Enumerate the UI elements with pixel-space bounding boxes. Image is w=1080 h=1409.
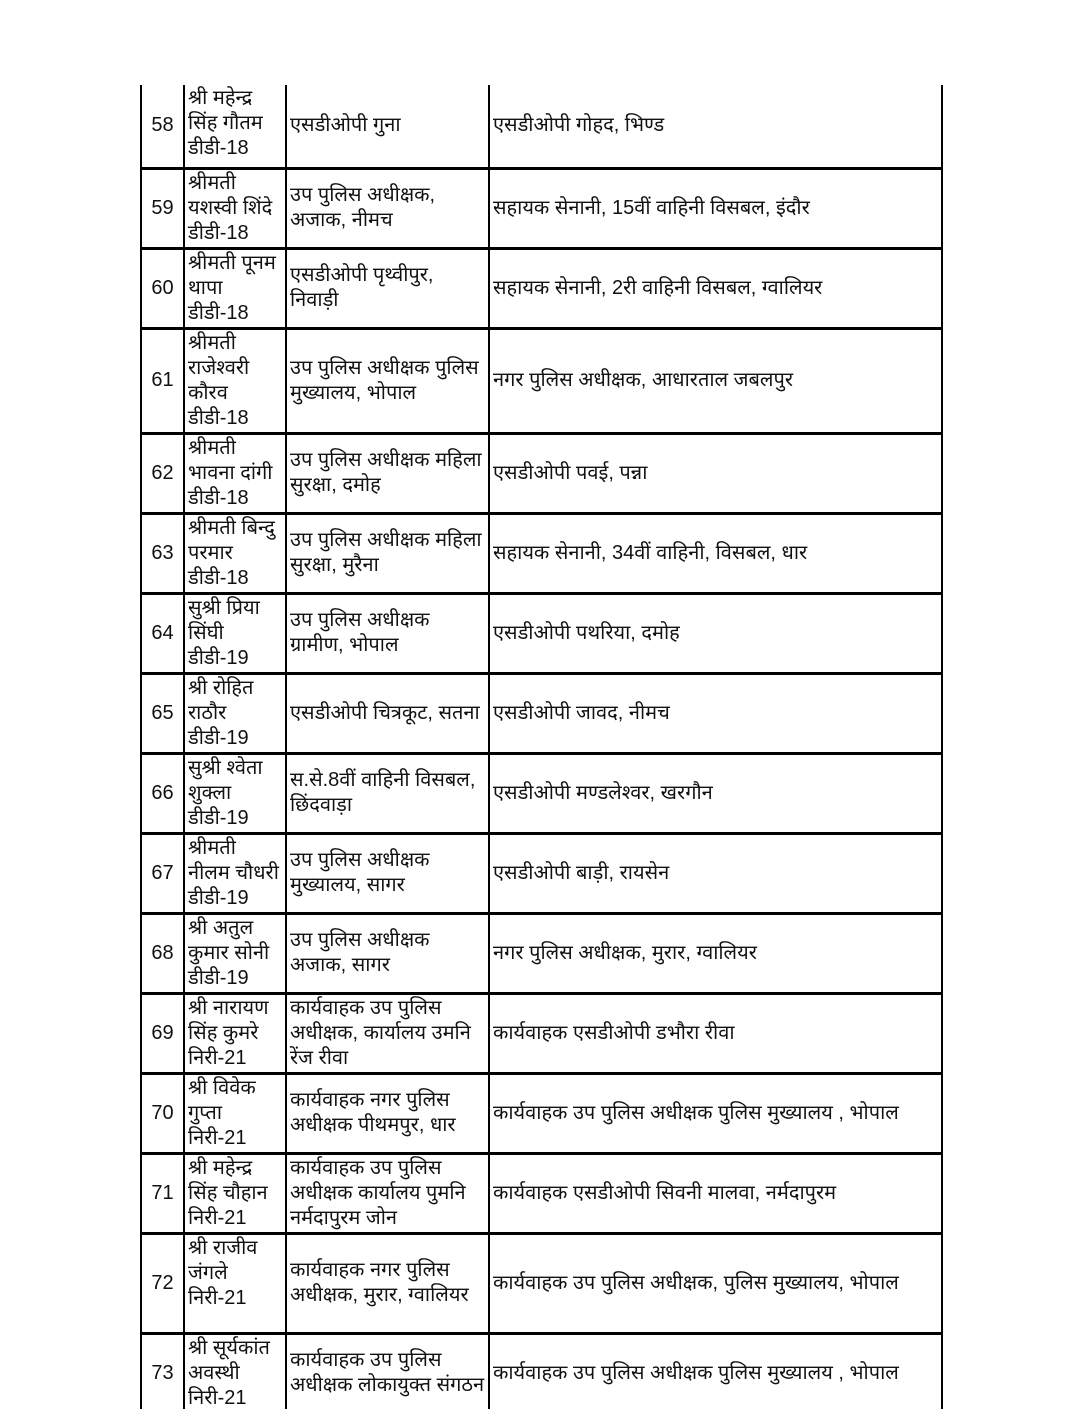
new-posting: सहायक सेनानी, 34वीं वाहिनी, विसबल, धार xyxy=(493,541,808,564)
officer-name: श्रीमती यशस्वी शिंदे xyxy=(188,171,273,219)
current-posting-cell xyxy=(286,913,489,993)
batch-code: डीडी-18 xyxy=(188,301,249,324)
transfer-table-body xyxy=(141,85,942,1409)
new-posting: एसडीओपी पवई, पन्ना xyxy=(493,461,648,484)
new-posting-cell xyxy=(489,1333,942,1409)
table-row xyxy=(141,1233,942,1333)
table-row xyxy=(141,1153,942,1233)
table-row xyxy=(141,1073,942,1153)
batch-code: डीडी-18 xyxy=(188,566,249,589)
name-cell xyxy=(184,248,286,328)
table-row xyxy=(141,248,942,328)
table-row xyxy=(141,1333,942,1409)
batch-code: डीडी-19 xyxy=(188,726,249,749)
new-posting-cell xyxy=(489,833,942,913)
current-posting: उप पुलिस अधीक्षक अजाक, सागर xyxy=(290,929,430,976)
batch-code: निरी-21 xyxy=(188,1126,247,1149)
serial-number: 67 xyxy=(151,861,174,884)
new-posting: सहायक सेनानी, 2री वाहिनी विसबल, ग्वालियर xyxy=(493,276,823,299)
name-cell xyxy=(184,753,286,833)
current-posting-cell xyxy=(286,1073,489,1153)
new-posting: सहायक सेनानी, 15वीं वाहिनी विसबल, इंदौर xyxy=(493,196,810,219)
name-cell xyxy=(184,833,286,913)
officer-name: श्री रोहित राठौर xyxy=(188,676,254,724)
batch-code: डीडी-19 xyxy=(188,886,249,909)
name-cell xyxy=(184,168,286,248)
current-posting: उप पुलिस अधीक्षक ग्रामीण, भोपाल xyxy=(290,609,430,656)
serial-number: 72 xyxy=(151,1271,174,1294)
officer-name: श्री महेन्द्र सिंह चौहान xyxy=(188,1156,268,1204)
serial-number: 64 xyxy=(151,621,174,644)
batch-code: निरी-21 xyxy=(188,1206,247,1229)
current-posting-cell xyxy=(286,673,489,753)
serial-number: 65 xyxy=(151,701,174,724)
serial-number: 73 xyxy=(151,1361,174,1384)
table-row xyxy=(141,913,942,993)
serial-cell xyxy=(141,833,184,913)
table-row xyxy=(141,328,942,433)
officer-name: श्रीमती भावना दांगी xyxy=(188,436,273,484)
name-cell xyxy=(184,1153,286,1233)
serial-cell xyxy=(141,328,184,433)
new-posting: एसडीओपी पथरिया, दमोह xyxy=(493,621,680,644)
new-posting-cell xyxy=(489,85,942,168)
transfer-table xyxy=(140,85,943,1409)
name-cell xyxy=(184,328,286,433)
batch-code: डीडी-19 xyxy=(188,966,249,989)
serial-cell xyxy=(141,168,184,248)
name-cell xyxy=(184,1073,286,1153)
serial-cell xyxy=(141,593,184,673)
new-posting: कार्यवाहक उप पुलिस अधीक्षक, पुलिस मुख्यालय, भोपाल xyxy=(493,1271,899,1294)
current-posting-cell xyxy=(286,513,489,593)
table-row xyxy=(141,513,942,593)
officer-name: श्री महेन्द्र सिंह गौतम xyxy=(188,87,263,134)
officer-name: श्री नारायण सिंह कुमरे xyxy=(188,996,269,1044)
current-posting: उप पुलिस अधीक्षक पुलिस मुख्यालय, भोपाल xyxy=(290,356,479,404)
new-posting: नगर पुलिस अधीक्षक, मुरार, ग्वालियर xyxy=(493,941,757,964)
new-posting-cell xyxy=(489,593,942,673)
current-posting-cell xyxy=(286,1333,489,1409)
batch-code: निरी-21 xyxy=(188,1286,247,1309)
new-posting: नगर पुलिस अधीक्षक, आधारताल जबलपुर xyxy=(493,369,794,391)
batch-code: डीडी-18 xyxy=(188,137,249,159)
officer-name: श्री अतुल कुमार सोनी xyxy=(188,916,270,964)
new-posting: कार्यवाहक उप पुलिस अधीक्षक पुलिस मुख्यालय , भोपाल xyxy=(493,1101,899,1124)
new-posting-cell xyxy=(489,328,942,433)
serial-cell xyxy=(141,993,184,1073)
name-cell xyxy=(184,1333,286,1409)
serial-number: 59 xyxy=(151,196,174,219)
new-posting: कार्यवाहक एसडीओपी डभौरा रीवा xyxy=(493,1021,735,1044)
serial-number: 70 xyxy=(151,1101,174,1124)
serial-cell xyxy=(141,248,184,328)
serial-cell xyxy=(141,85,184,168)
serial-number: 62 xyxy=(151,461,174,484)
current-posting: कार्यवाहक उप पुलिस अधीक्षक, कार्यालय उमनि रेंज रीवा xyxy=(290,996,471,1069)
serial-number: 60 xyxy=(151,276,174,299)
table-row xyxy=(141,673,942,753)
current-posting: उप पुलिस अधीक्षक, अजाक, नीमच xyxy=(290,184,436,231)
officer-name: सुश्री श्वेता शुक्ला xyxy=(188,756,263,804)
batch-code: निरी-21 xyxy=(188,1046,247,1069)
current-posting-cell xyxy=(286,593,489,673)
current-posting-cell xyxy=(286,1153,489,1233)
new-posting: एसडीओपी बाड़ी, रायसेन xyxy=(493,861,670,884)
name-cell xyxy=(184,593,286,673)
officer-name: श्रीमती राजेश्वरी कौरव xyxy=(188,331,250,404)
serial-cell xyxy=(141,433,184,513)
current-posting: उप पुलिस अधीक्षक महिला सुरक्षा, मुरैना xyxy=(290,529,482,576)
new-posting-cell xyxy=(489,753,942,833)
current-posting: एसडीओपी पृथ्वीपुर, निवाड़ी xyxy=(290,264,434,311)
serial-number: 63 xyxy=(151,541,174,564)
name-cell xyxy=(184,1233,286,1333)
name-cell xyxy=(184,513,286,593)
name-cell xyxy=(184,433,286,513)
current-posting: एसडीओपी चित्रकूट, सतना xyxy=(290,701,480,724)
name-cell xyxy=(184,673,286,753)
name-cell xyxy=(184,913,286,993)
batch-code: डीडी-19 xyxy=(188,806,249,829)
current-posting-cell xyxy=(286,833,489,913)
new-posting-cell xyxy=(489,248,942,328)
new-posting: एसडीओपी जावद, नीमच xyxy=(493,701,670,724)
serial-cell xyxy=(141,673,184,753)
new-posting-cell xyxy=(489,993,942,1073)
new-posting: कार्यवाहक उप पुलिस अधीक्षक पुलिस मुख्यालय , भोपाल xyxy=(493,1361,899,1384)
serial-cell xyxy=(141,513,184,593)
serial-number: 61 xyxy=(151,369,174,391)
new-posting-cell xyxy=(489,168,942,248)
serial-cell xyxy=(141,1333,184,1409)
name-cell xyxy=(184,993,286,1073)
serial-cell xyxy=(141,753,184,833)
current-posting-cell xyxy=(286,85,489,168)
serial-cell xyxy=(141,1073,184,1153)
current-posting: एसडीओपी गुना xyxy=(290,114,401,137)
table-row xyxy=(141,85,942,168)
current-posting: उप पुलिस अधीक्षक मुख्यालय, सागर xyxy=(290,849,430,896)
new-posting-cell xyxy=(489,1073,942,1153)
current-posting-cell xyxy=(286,168,489,248)
new-posting: एसडीओपी गोहद, भिण्ड xyxy=(493,114,665,137)
officer-name: श्री राजीव जंगले xyxy=(188,1236,258,1284)
current-posting-cell xyxy=(286,753,489,833)
table-row xyxy=(141,593,942,673)
table-row xyxy=(141,433,942,513)
new-posting-cell xyxy=(489,513,942,593)
new-posting: एसडीओपी मण्डलेश्वर, खरगौन xyxy=(493,781,713,804)
batch-code: डीडी-19 xyxy=(188,646,249,669)
batch-code: निरी-21 xyxy=(188,1386,247,1409)
current-posting-cell xyxy=(286,433,489,513)
current-posting: कार्यवाहक नगर पुलिस अधीक्षक, मुरार, ग्वालियर xyxy=(290,1259,469,1306)
officer-name: श्रीमती बिन्दु परमार xyxy=(188,516,275,564)
table-row xyxy=(141,753,942,833)
batch-code: डीडी-18 xyxy=(188,221,249,244)
table-row xyxy=(141,833,942,913)
serial-number: 66 xyxy=(151,781,174,804)
current-posting: कार्यवाहक उप पुलिस अधीक्षक कार्यालय पुमनि नर्मदापुरम जोन xyxy=(290,1156,466,1229)
serial-cell xyxy=(141,1153,184,1233)
serial-number: 68 xyxy=(151,941,174,964)
new-posting: कार्यवाहक एसडीओपी सिवनी मालवा, नर्मदापुरम xyxy=(493,1181,837,1204)
serial-cell xyxy=(141,913,184,993)
current-posting-cell xyxy=(286,328,489,433)
officer-name: श्रीमती नीलम चौधरी xyxy=(188,836,279,884)
officer-name: सुश्री प्रिया सिंघी xyxy=(188,596,260,644)
name-cell xyxy=(184,85,286,168)
batch-code: डीडी-18 xyxy=(188,406,249,429)
officer-name: श्री सूर्यकांत अवस्थी xyxy=(188,1336,270,1384)
serial-number: 58 xyxy=(151,114,174,137)
serial-number: 71 xyxy=(151,1181,174,1204)
new-posting-cell xyxy=(489,433,942,513)
serial-cell xyxy=(141,1233,184,1333)
current-posting: स.से.8वीं वाहिनी विसबल, छिंदवाड़ा xyxy=(290,769,476,816)
current-posting-cell xyxy=(286,993,489,1073)
table-row xyxy=(141,993,942,1073)
officer-name: श्रीमती पूनम थापा xyxy=(188,251,276,299)
new-posting-cell xyxy=(489,673,942,753)
current-posting-cell xyxy=(286,1233,489,1333)
table-row xyxy=(141,168,942,248)
new-posting-cell xyxy=(489,1153,942,1233)
current-posting: कार्यवाहक उप पुलिस अधीक्षक लोकायुक्त संगठन xyxy=(290,1349,485,1396)
current-posting: उप पुलिस अधीक्षक महिला सुरक्षा, दमोह xyxy=(290,449,482,496)
new-posting-cell xyxy=(489,913,942,993)
officer-name: श्री विवेक गुप्ता xyxy=(188,1076,256,1124)
current-posting-cell xyxy=(286,248,489,328)
batch-code: डीडी-18 xyxy=(188,486,249,509)
current-posting: कार्यवाहक नगर पुलिस अधीक्षक पीथमपुर, धार xyxy=(290,1089,456,1136)
new-posting-cell xyxy=(489,1233,942,1333)
serial-number: 69 xyxy=(151,1021,174,1044)
